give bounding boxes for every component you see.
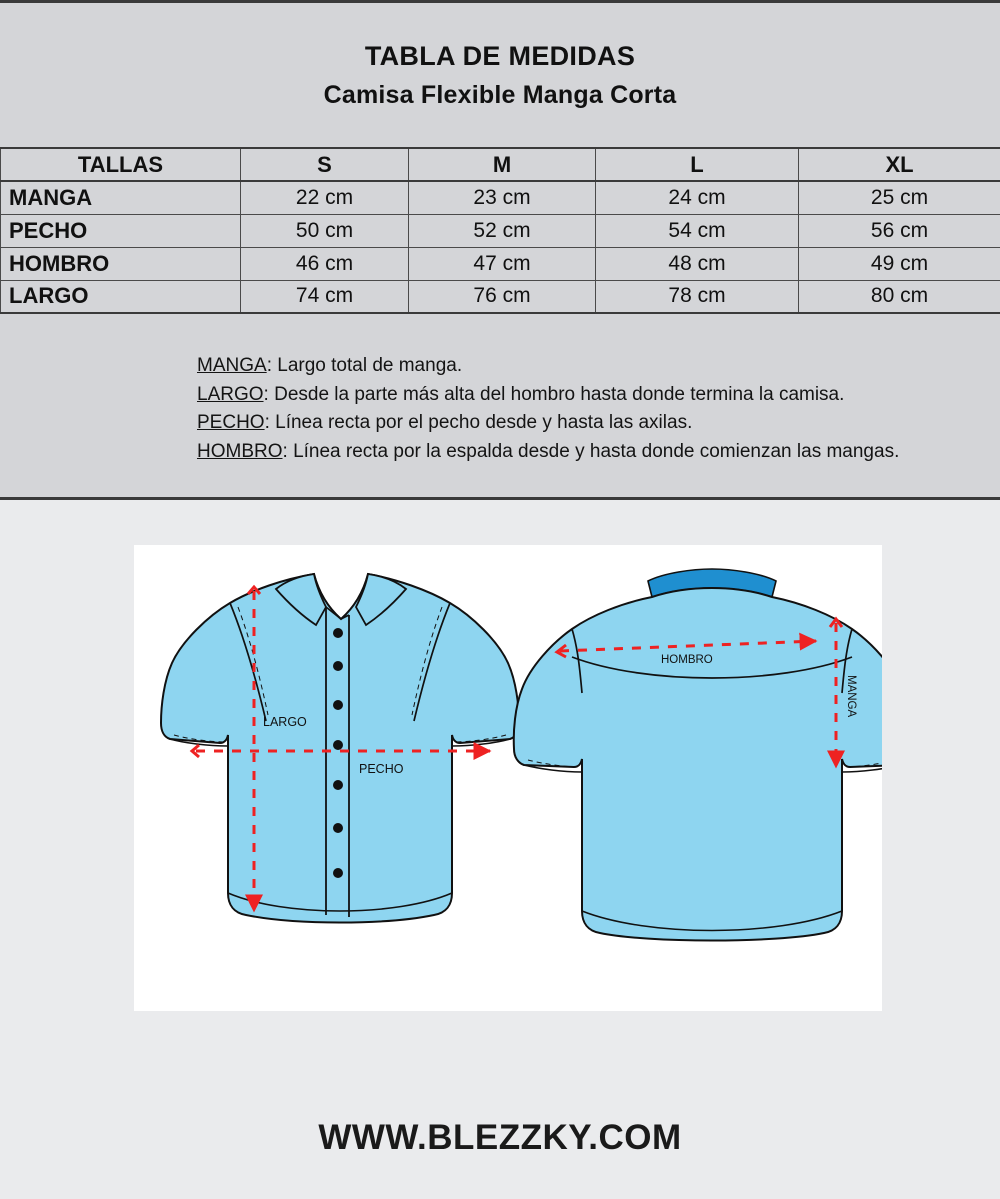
note-key-largo: LARGO: [197, 383, 264, 405]
cell-manga-l: 24 cm: [596, 181, 799, 214]
button-4: [333, 740, 343, 750]
row-label-largo: LARGO: [1, 280, 241, 313]
table-row: [1, 280, 1000, 313]
note-manga: [197, 352, 987, 381]
row-label-pecho: PECHO: [1, 214, 241, 247]
note-key-manga: MANGA: [197, 355, 267, 376]
button-7: [333, 868, 343, 878]
button-6: [333, 823, 343, 833]
cell-pecho-xl: 56 cm: [799, 214, 1000, 247]
illustration-panel: [134, 545, 882, 1011]
website-url: WWW.BLEZZKY.COM: [318, 1118, 682, 1157]
cell-manga-xl: 25 cm: [799, 181, 1000, 214]
note-key-hombro: HOMBRO: [197, 440, 283, 462]
hombro-label: HOMBRO: [661, 654, 713, 666]
note-text-largo: Desde la parte más alta del hombro hasta donde termina la camisa.: [274, 383, 845, 405]
column-header-l: L: [596, 148, 799, 181]
column-header-xl: XL: [799, 148, 1000, 181]
column-header-s: S: [241, 148, 409, 181]
button-5: [333, 780, 343, 790]
table-row: [1, 214, 1000, 247]
cell-largo-s: 74 cm: [241, 280, 409, 313]
shirt-back-body: [514, 588, 882, 941]
cell-pecho-s: 50 cm: [241, 214, 409, 247]
column-header-m: M: [409, 148, 596, 181]
note-hombro: [197, 438, 987, 467]
pecho-label: PECHO: [359, 762, 404, 776]
cell-largo-l: 78 cm: [596, 280, 799, 313]
manga-label: MANGA: [845, 675, 857, 718]
note-text-manga: Largo total de manga.: [277, 355, 463, 376]
page-title: TABLA DE MEDIDAS: [364, 41, 636, 71]
note-sep-largo: :: [263, 383, 275, 405]
footer: [0, 1118, 1000, 1158]
note-text-hombro: Línea recta por la espalda desde y hasta donde comienzan las mangas.: [293, 440, 900, 462]
note-sep-hombro: :: [282, 440, 294, 462]
cell-hombro-l: 48 cm: [596, 247, 799, 280]
table-header-row: [1, 148, 1000, 181]
shirt-back-illustration: [514, 569, 882, 941]
note-sep-manga: :: [266, 355, 278, 376]
cell-largo-xl: 80 cm: [799, 280, 1000, 313]
cell-manga-m: 23 cm: [409, 181, 596, 214]
note-largo: [197, 381, 987, 410]
column-header-tallas: TALLAS: [1, 148, 241, 181]
page-subtitle: Camisa Flexible Manga Corta: [323, 80, 677, 109]
cell-hombro-m: 47 cm: [409, 247, 596, 280]
measurement-notes: [197, 352, 987, 466]
cell-hombro-s: 46 cm: [241, 247, 409, 280]
note-text-pecho: Línea recta por el pecho desde y hasta las axilas.: [275, 412, 693, 433]
largo-label: LARGO: [263, 715, 307, 729]
row-label-hombro: HOMBRO: [1, 247, 241, 280]
table-row: [1, 181, 1000, 214]
cell-manga-s: 22 cm: [241, 181, 409, 214]
note-pecho: [197, 409, 987, 438]
cell-hombro-xl: 49 cm: [799, 247, 1000, 280]
note-key-pecho: PECHO: [197, 412, 265, 433]
cell-pecho-m: 52 cm: [409, 214, 596, 247]
title-block: [0, 3, 1000, 110]
shirt-front-illustration: [161, 574, 519, 923]
note-sep-pecho: :: [264, 412, 276, 433]
cell-largo-m: 76 cm: [409, 280, 596, 313]
button-3: [333, 700, 343, 710]
button-1: [333, 628, 343, 638]
row-label-manga: MANGA: [1, 181, 241, 214]
size-chart-table: [0, 147, 1000, 314]
button-2: [333, 661, 343, 671]
table-row: [1, 247, 1000, 280]
cell-pecho-l: 54 cm: [596, 214, 799, 247]
